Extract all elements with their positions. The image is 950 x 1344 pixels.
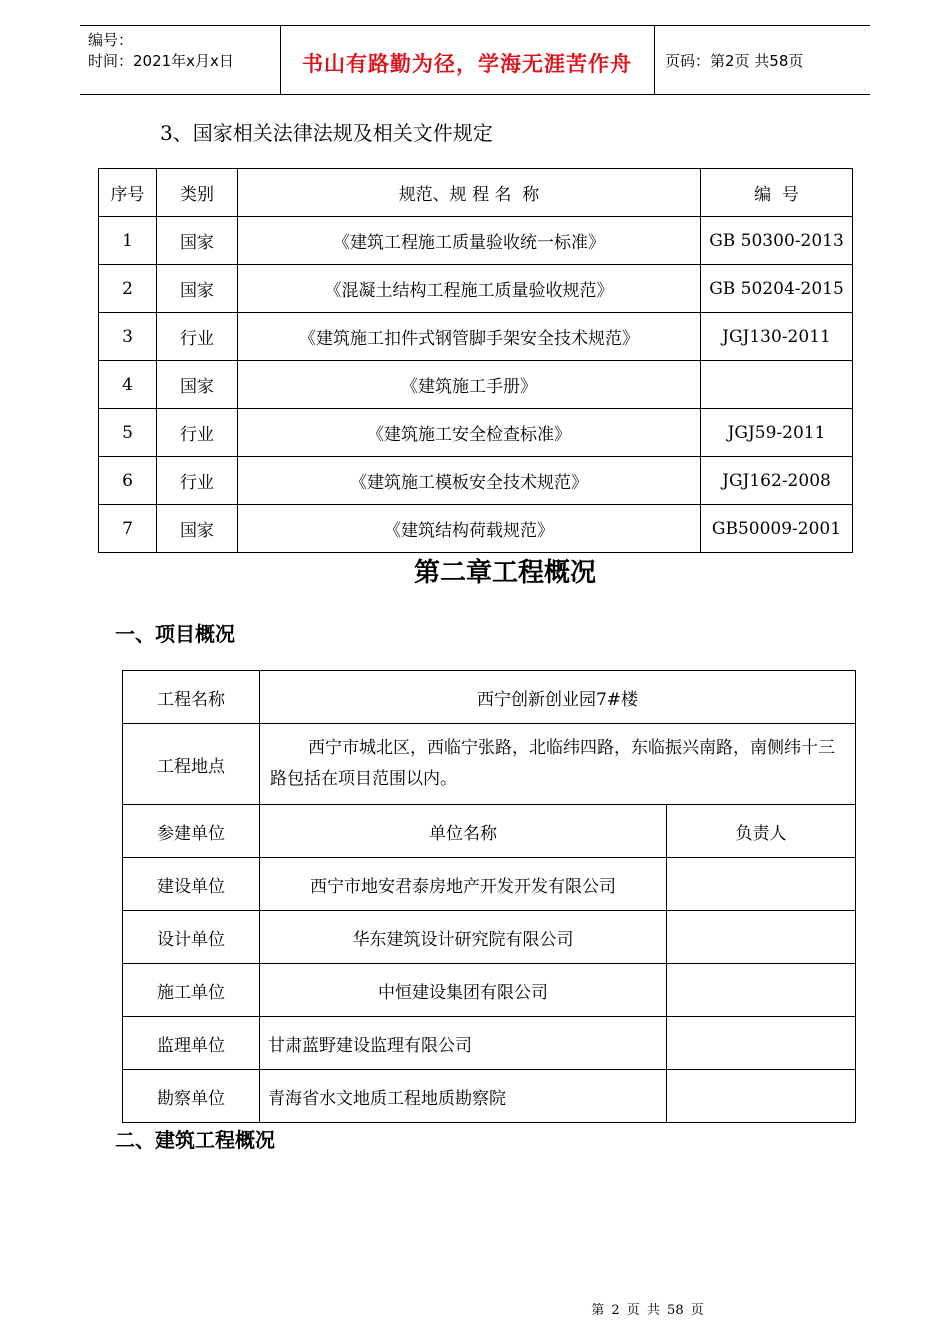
cell-name: 《建筑施工手册》 [238,361,701,409]
header-cell: 序号 [99,169,157,217]
header-cell: 单位名称 [260,805,667,858]
table-row [99,505,853,553]
chapter-title: 第二章工程概况 [413,558,596,588]
cell-index: 5 [99,409,157,457]
header-cell: 类别 [157,169,238,217]
cell-code: JGJ162-2008 [701,457,853,505]
unit-name: 中恒建设集团有限公司 [260,964,667,1017]
table-row [99,265,853,313]
cell-category: 国家 [157,505,238,553]
section-2-title: 二、建筑工程概况 [115,1128,275,1152]
unit-leader [667,1017,856,1070]
cell-index: 6 [99,457,157,505]
table-row [123,858,856,911]
cell-code: JGJ59-2011 [701,409,853,457]
page-header [80,25,870,95]
cell-name: 《建筑工程施工质量验收统一标准》 [238,217,701,265]
project-table [122,670,856,1123]
table-row [99,217,853,265]
header-number: 编号： [88,31,134,49]
cell-category: 行业 [157,457,238,505]
header-cell: 编 号 [701,169,853,217]
cell-name: 《建筑施工安全检查标准》 [238,409,701,457]
table-row [99,409,853,457]
table-row [123,671,856,724]
cell-category: 国家 [157,217,238,265]
cell-index: 3 [99,313,157,361]
cell-code: GB 50204-2015 [701,265,853,313]
cell-name: 《建筑施工模板安全技术规范》 [238,457,701,505]
header-page-info: 页码：第2页 共58页 [665,52,804,70]
cell-name: 《建筑结构荷载规范》 [238,505,701,553]
unit-role: 设计单位 [123,911,260,964]
page-footer: 第 2 页 共 58 页 [591,1303,704,1318]
section-3-title: 3、国家相关法律法规及相关文件规定 [160,121,493,145]
unit-name: 青海省水文地质工程地质勘察院 [260,1070,667,1123]
cell-category: 行业 [157,313,238,361]
table-row [123,911,856,964]
table-row [123,1017,856,1070]
unit-role: 勘察单位 [123,1070,260,1123]
unit-leader [667,1070,856,1123]
table-header-row [99,169,853,217]
standards-table [98,168,853,553]
cell-name: 《建筑施工扣件式钢管脚手架安全技术规范》 [238,313,701,361]
cell-category: 行业 [157,409,238,457]
project-location-value: 西宁市城北区，西临宁张路，北临纬四路，东临振兴南路，南侧纬十三路包括在项目范围以内。 [270,738,835,789]
cell-code: GB50009-2001 [701,505,853,553]
header-cell: 规范、规 程 名 称 [238,169,701,217]
cell-category: 国家 [157,265,238,313]
project-location-cell [260,724,856,805]
cell-category: 国家 [157,361,238,409]
table-row [123,724,856,805]
unit-leader [667,964,856,1017]
section-1-title: 一、项目概况 [115,622,235,646]
header-divider [654,26,655,94]
cell-index: 2 [99,265,157,313]
cell-name: 《混凝土结构工程施工质量验收规范》 [238,265,701,313]
project-name-label: 工程名称 [123,671,260,724]
table-row [123,964,856,1017]
unit-name: 甘肃蓝野建设监理有限公司 [260,1017,667,1070]
table-row [99,457,853,505]
unit-name: 华东建筑设计研究院有限公司 [260,911,667,964]
table-row [99,361,853,409]
unit-role: 监理单位 [123,1017,260,1070]
table-row [123,1070,856,1123]
unit-role: 施工单位 [123,964,260,1017]
cell-code [701,361,853,409]
unit-leader [667,911,856,964]
header-date: 时间：2021年x月x日 [88,52,234,70]
cell-index: 4 [99,361,157,409]
project-location-label: 工程地点 [123,724,260,805]
header-cell: 负责人 [667,805,856,858]
unit-role: 建设单位 [123,858,260,911]
unit-leader [667,858,856,911]
table-header-row [123,805,856,858]
cell-code: JGJ130-2011 [701,313,853,361]
table-row [99,313,853,361]
cell-index: 7 [99,505,157,553]
cell-index: 1 [99,217,157,265]
cell-code: GB 50300-2013 [701,217,853,265]
header-motto: 书山有路勤为径，学海无涯苦作舟 [302,52,632,76]
unit-name: 西宁市地安君泰房地产开发开发有限公司 [260,858,667,911]
project-name-value: 西宁创新创业园7#楼 [260,671,856,724]
header-meta [88,30,234,72]
header-cell: 参建单位 [123,805,260,858]
